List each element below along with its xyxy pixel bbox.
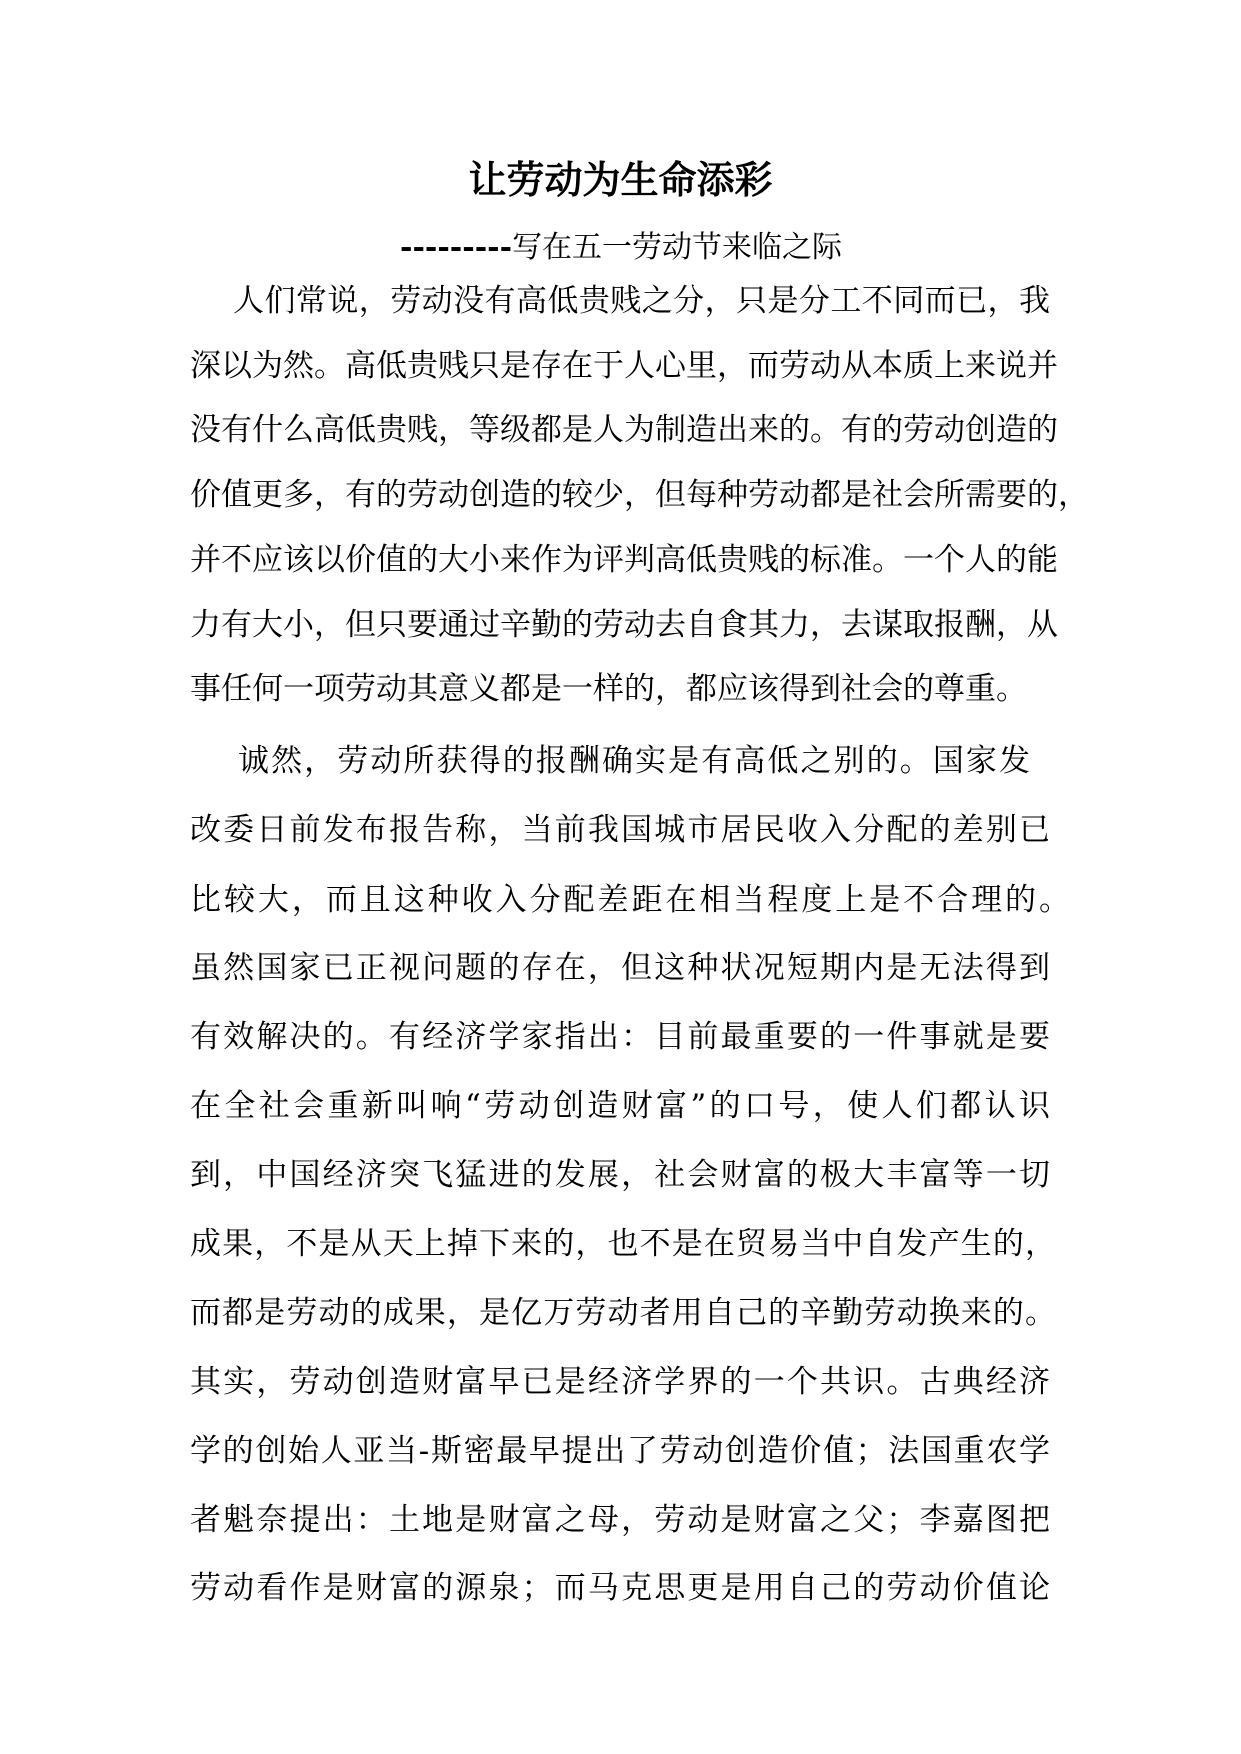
paragraph-2-line-11: 学的创始人亚当-斯密最早提出了劳动创造价值；法国重农学 bbox=[190, 1433, 1050, 1469]
document-title: 让劳动为生命添彩 bbox=[468, 157, 773, 202]
document-subtitle bbox=[400, 228, 960, 268]
paragraph-1-line-4: 价值更多，有的劳动创造的较少，但每种劳动都是社会所需要的， bbox=[190, 477, 1089, 513]
paragraph-2-line-4: 虽然国家已正视问题的存在，但这种状况短期内是无法得到 bbox=[190, 950, 1050, 986]
paragraph-1-line-2: 深以为然。高低贵贱只是存在于人心里，而劳动从本质上来说并 bbox=[190, 348, 1058, 384]
paragraph-2-line-2: 改委日前发布报告称，当前我国城市居民收入分配的差别已 bbox=[190, 812, 1050, 848]
paragraph-2-line-13: 劳动看作是财富的源泉；而马克思更是用自己的劳动价值论 bbox=[190, 1570, 1050, 1606]
paragraph-1-line-6: 力有大小，但只要通过辛勤的劳动去自食其力，去谋取报酬，从 bbox=[190, 607, 1058, 643]
paragraph-2-line-12: 者魁奈提出：土地是财富之母，劳动是财富之父；李嘉图把 bbox=[190, 1502, 1050, 1538]
subtitle-text: 写在五一劳动节来临之际 bbox=[512, 230, 843, 265]
paragraph-1-line-5: 并不应该以价值的大小来作为评判高低贵贱的标准。一个人的能 bbox=[190, 542, 1058, 578]
paragraph-2-line-9: 而都是劳动的成果，是亿万劳动者用自己的辛勤劳动换来的。 bbox=[190, 1295, 1056, 1331]
subtitle-dashes: --------- bbox=[400, 230, 513, 265]
paragraph-2-line-1: 诚然，劳动所获得的报酬确实是有高低之别的。国家发 bbox=[238, 743, 1030, 779]
paragraph-2-line-6: 在全社会重新叫响“劳动创造财富”的口号，使人们都认识 bbox=[190, 1088, 1050, 1124]
paragraph-1-line-7: 事任何一项劳动其意义都是一样的，都应该得到社会的尊重。 bbox=[190, 671, 1027, 707]
paragraph-2-line-8: 成果，不是从天上掉下来的，也不是在贸易当中自发产生的， bbox=[190, 1226, 1056, 1262]
paragraph-1-line-1: 人们常说，劳动没有高低贵贱之分，只是分工不同而已，我 bbox=[233, 283, 1050, 319]
paragraph-2-line-5: 有效解决的。有经济学家指出：目前最重要的一件事就是要 bbox=[190, 1019, 1050, 1055]
paragraph-2-line-10: 其实，劳动创造财富早已是经济学界的一个共识。古典经济 bbox=[190, 1364, 1050, 1400]
paragraph-2-line-7: 到，中国经济突飞猛进的发展，社会财富的极大丰富等一切 bbox=[190, 1157, 1050, 1193]
paragraph-1-line-3: 没有什么高低贵贱，等级都是人为制造出来的。有的劳动创造的 bbox=[190, 412, 1058, 448]
paragraph-2-line-3: 比较大，而且这种收入分配差距在相当程度上是不合理的。 bbox=[190, 882, 1070, 918]
